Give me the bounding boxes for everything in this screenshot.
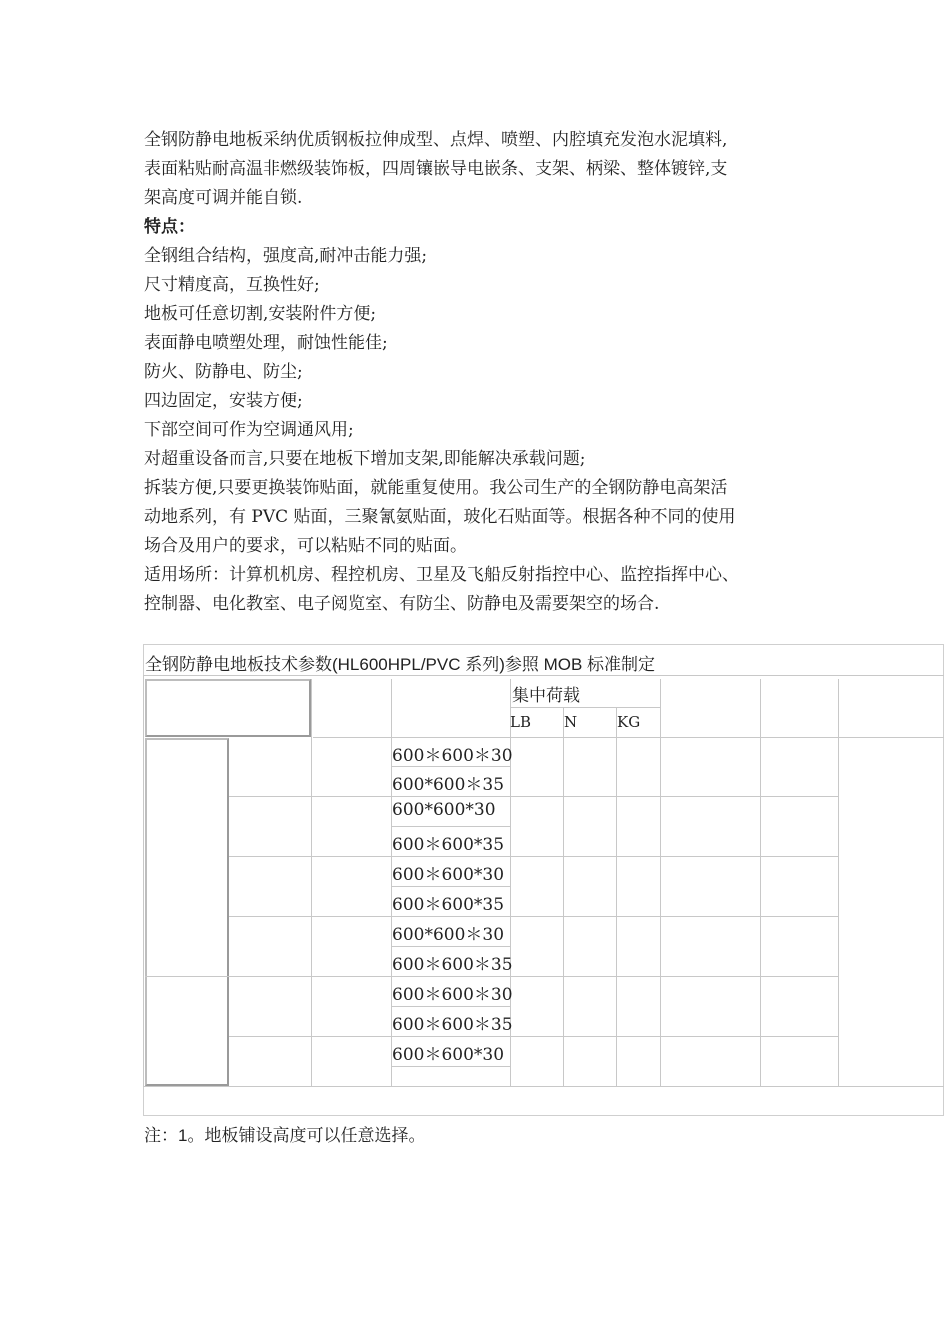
table-rule [145,976,838,977]
intro-line: 架高度可调并能自锁. [144,188,303,208]
header-blank-cell [145,679,311,737]
feature-item: 防火、防静电、防尘; [144,362,303,382]
usage-line: 适用场所：计算机机房、程控机房、卫星及飞船反射指控中心、监控指挥中心、 [144,565,739,585]
size-cell: 600*600*30 [392,800,496,820]
table-rule [391,1066,510,1067]
table-rule [838,679,839,1086]
size-cell: 600＊600＊35 [392,955,513,975]
table-rule [391,766,510,767]
table-rule [391,886,510,887]
footnote: 注：1。地板铺设高度可以任意选择。 [144,1126,426,1145]
intro-line: 表面粘贴耐高温非燃级装饰板，四周镶嵌导电嵌条、支架、柄梁、整体镀锌,支 [144,159,728,179]
table-rule [143,675,144,1086]
table-rule [143,675,944,676]
table-rule [391,1006,510,1007]
closing-line: 场合及用户的要求，可以粘贴不同的贴面。 [144,536,467,556]
size-cell: 600*600＊35 [392,775,505,795]
intro-paragraph [144,126,814,213]
table-rule [760,679,761,1086]
feature-item: 下部空间可作为空调通风用; [144,420,354,440]
table-rule [391,946,510,947]
feature-item: 尺寸精度高，互换性好; [144,275,320,295]
size-cell: 600＊600*30 [392,865,505,885]
table-rule [391,826,510,827]
spec-table-caption: 全钢防静电地板技术参数(HL600HPL/PVC 系列)参照 MOB 标准制定 [145,655,656,674]
usage-line: 控制器、电化教室、电子阅览室、有防尘、防静电及需要架空的场合. [144,594,660,614]
header-concentrated-load: 集中荷载 [512,686,580,706]
feature-item: 表面静电喷塑处理，耐蚀性能佳; [144,333,388,353]
header-unit-n: N [564,713,578,731]
size-cell: 600＊600＊35 [392,1015,513,1035]
table-rule [311,679,312,1086]
size-cell: 600＊600＊30 [392,985,513,1005]
feature-item: 地板可任意切割,安装附件方便; [144,304,377,324]
header-unit-kg: KG [617,713,641,731]
table-rule [563,707,564,1086]
group-cell [145,738,229,1086]
feature-item: 对超重设备而言,只要在地板下增加支架,即能解决承载问题; [144,449,586,469]
features-section [144,213,814,619]
table-rule [229,856,838,857]
table-rule [313,737,944,738]
table-rule [143,1086,944,1087]
size-cell: 600＊600*35 [392,895,505,915]
closing-line: 拆装方便,只要更换装饰贴面，就能重复使用。我公司生产的全钢防静电高架活 [144,478,728,498]
feature-item: 全钢组合结构，强度高,耐冲击能力强; [144,246,428,266]
closing-line: 动地系列，有 PVC 贴面，三聚氰氨贴面，玻化石贴面等。根据各种不同的使用 [144,507,736,527]
size-cell: 600＊600*35 [392,835,505,855]
features-heading: 特点： [144,217,195,237]
feature-item: 四边固定，安装方便; [144,391,303,411]
header-unit-lb: LB [510,713,531,731]
table-rule [510,707,660,708]
table-rule [616,707,617,1086]
intro-line: 全钢防静电地板采纳优质钢板拉伸成型、点焊、喷塑、内腔填充发泡水泥填料, [144,130,728,150]
table-rule [229,1036,838,1037]
table-rule [229,916,838,917]
table-rule [660,679,661,1086]
size-cell: 600＊600＊30 [392,746,513,766]
table-rule [229,796,838,797]
size-cell: 600*600＊30 [392,925,505,945]
size-cell: 600＊600*30 [392,1045,505,1065]
